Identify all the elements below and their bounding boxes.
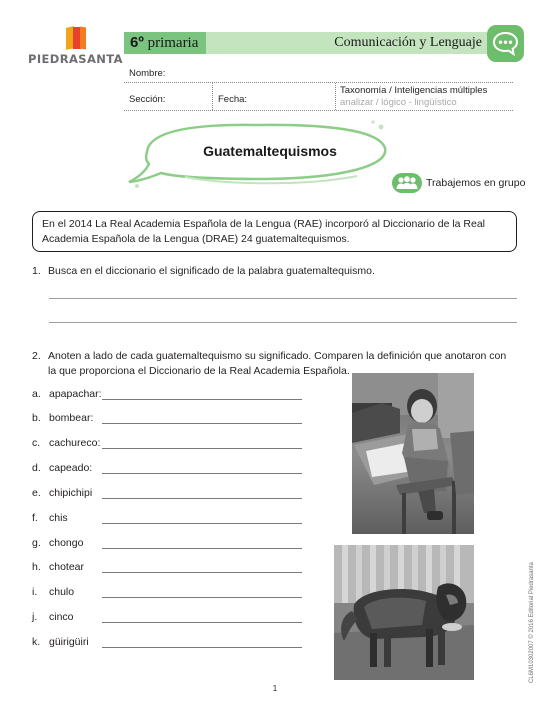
word-item — [32, 487, 302, 501]
definition-line[interactable] — [102, 548, 302, 549]
activity-mode-label: Trabajemos en grupo — [426, 177, 526, 189]
question-2-number: 2. — [32, 350, 41, 362]
grade-label: primaria — [147, 35, 199, 51]
definition-line[interactable] — [102, 473, 302, 474]
field-divider — [212, 83, 213, 110]
definition-line[interactable] — [102, 423, 302, 424]
grade-badge — [124, 32, 206, 54]
word-letter: f. — [32, 512, 38, 524]
page-number: 1 — [272, 684, 278, 693]
word-item — [32, 437, 302, 451]
word-letter: b. — [32, 412, 41, 424]
definition-line[interactable] — [102, 448, 302, 449]
field-divider — [335, 83, 336, 110]
definition-line[interactable] — [102, 647, 302, 648]
logo-text: PIEDRASANTA — [28, 52, 123, 66]
word-term: cachureco: — [49, 437, 101, 449]
question-1-number: 1. — [32, 265, 41, 277]
question-1 — [32, 264, 522, 280]
question-1-text: Busca en el diccionario el significado de la palabra guatemaltequismo. — [48, 265, 375, 277]
intro-box — [32, 211, 517, 252]
word-term: chulo — [49, 586, 75, 598]
answer-line[interactable] — [49, 298, 517, 299]
photo-girl-at-desk — [352, 373, 474, 534]
word-term: chongo — [49, 537, 84, 549]
word-item — [32, 412, 302, 426]
word-item — [32, 611, 302, 625]
definition-line[interactable] — [102, 523, 302, 524]
taxonomy-label: Taxonomía / Inteligencias múltiples — [340, 85, 488, 96]
word-term: chotear — [49, 561, 85, 573]
word-item — [32, 537, 302, 551]
question-2-text: Anoten a lado de cada guatemaltequismo su significado. Comparen la definición que anotaron con la que proporciona el Diccionario de la Real Academia Española. — [48, 350, 507, 377]
word-letter: k. — [32, 636, 41, 648]
subject-bar — [206, 32, 488, 54]
word-term: cinco — [49, 611, 74, 623]
name-field-label: Nombre: — [129, 68, 166, 79]
word-letter: h. — [32, 561, 41, 573]
word-term: güirigüiri — [49, 636, 89, 648]
group-people-icon — [392, 173, 422, 193]
word-item — [32, 512, 302, 526]
word-letter: i. — [32, 586, 38, 598]
word-item — [32, 462, 302, 476]
word-letter: g. — [32, 537, 41, 549]
definition-line[interactable] — [102, 399, 302, 400]
page-title: Guatemaltequismos — [203, 143, 337, 159]
section-field-label: Sección: — [129, 94, 166, 105]
answer-line[interactable] — [49, 322, 517, 323]
definition-line[interactable] — [102, 572, 302, 573]
logo-mark-icon — [66, 27, 86, 49]
word-item — [32, 586, 302, 600]
word-letter: a. — [32, 388, 41, 400]
photo-dog — [334, 545, 474, 680]
date-field-label: Fecha: — [218, 94, 248, 105]
name-field-line[interactable] — [124, 82, 513, 83]
intro-text: En el 2014 La Real Academia Española de la Lengua (RAE) incorporó al Diccionario de la Real Academia Española de la Lengua (DRAE) 24 guatemaltequismos. — [42, 218, 486, 245]
subject-title: Comunicación y Lenguaje — [334, 35, 482, 50]
word-term: chis — [49, 512, 68, 524]
word-term: bombear: — [49, 412, 94, 424]
word-item — [32, 636, 302, 650]
chat-bubble-icon — [487, 25, 524, 62]
word-letter: c. — [32, 437, 41, 449]
copyright-note: CL6M10302007 © 2016 Editorial Piedrasanta — [529, 562, 535, 683]
word-letter: j. — [32, 611, 38, 623]
word-term: apapachar: — [49, 388, 102, 400]
word-term: capeado: — [49, 462, 93, 474]
section-field-line[interactable] — [124, 110, 513, 111]
definition-line[interactable] — [102, 622, 302, 623]
word-letter: e. — [32, 487, 41, 499]
word-letter: d. — [32, 462, 41, 474]
definition-line[interactable] — [102, 597, 302, 598]
definition-line[interactable] — [102, 498, 302, 499]
word-item — [32, 388, 302, 402]
grade-number: 6º — [130, 34, 144, 51]
taxonomy-value: analizar / lógico - lingüístico — [340, 97, 457, 108]
word-term: chipichipi — [49, 487, 93, 499]
publisher-logo — [28, 25, 123, 70]
word-item — [32, 561, 302, 575]
